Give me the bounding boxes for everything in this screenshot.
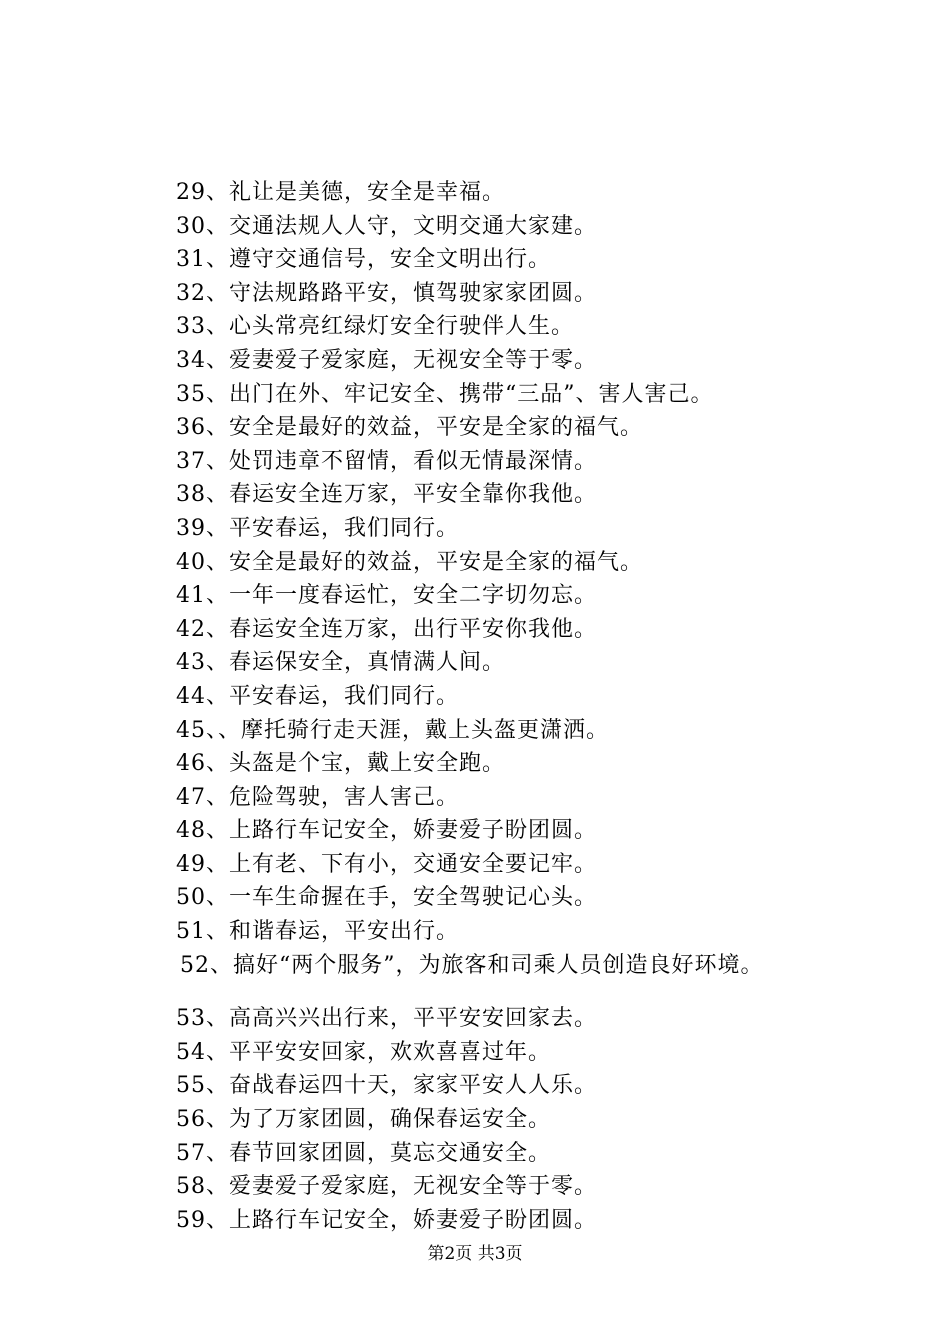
slogan-line: 55、奋战春运四十天，家家平安人人乐。 bbox=[176, 1073, 597, 1099]
slogan-line: 54、平平安安回家，欢欢喜喜过年。 bbox=[176, 1039, 551, 1065]
slogan-line: 37、处罚违章不留情，看似无情最深情。 bbox=[176, 448, 597, 474]
slogan-line: 39、平安春运，我们同行。 bbox=[176, 515, 459, 541]
slogan-line: 50、一车生命握在手，安全驾驶记心头。 bbox=[176, 885, 597, 911]
slogan-line: 38、春运安全连万家，平安全靠你我他。 bbox=[176, 482, 597, 508]
slogan-line: 52、搞好“两个服务”，为旅客和司乘人员创造良好环境。 bbox=[180, 952, 764, 978]
slogan-line: 30、交通法规人人守，文明交通大家建。 bbox=[176, 213, 597, 239]
slogan-list bbox=[176, 176, 764, 1237]
page-number: 第2页 共3页 bbox=[427, 1244, 523, 1264]
slogan-line: 44、平安春运，我们同行。 bbox=[176, 683, 459, 709]
slogan-line: 32、守法规路路平安，慎驾驶家家团圆。 bbox=[176, 280, 597, 306]
slogan-line: 36、安全是最好的效益，平安是全家的福气。 bbox=[176, 415, 643, 441]
slogan-line: 33、心头常亮红绿灯安全行驶伴人生。 bbox=[176, 314, 574, 340]
slogan-line: 35、出门在外、牢记安全、携带“三品”、害人害己。 bbox=[176, 381, 714, 407]
slogan-line: 58、爱妻爱子爱家庭，无视安全等于零。 bbox=[176, 1174, 597, 1200]
slogan-line: 48、上路行车记安全，娇妻爱子盼团圆。 bbox=[176, 818, 597, 844]
slogan-line: 42、春运安全连万家，出行平安你我他。 bbox=[176, 616, 597, 642]
slogan-line: 31、遵守交通信号，安全文明出行。 bbox=[176, 247, 551, 273]
page-footer bbox=[0, 1243, 950, 1265]
slogan-line: 46、头盔是个宝，戴上安全跑。 bbox=[176, 751, 505, 777]
slogan-line: 51、和谐春运，平安出行。 bbox=[176, 919, 459, 945]
slogan-line: 34、爱妻爱子爱家庭，无视安全等于零。 bbox=[176, 347, 597, 373]
slogan-line: 56、为了万家团圆，确保春运安全。 bbox=[176, 1107, 551, 1133]
slogan-line: 59、上路行车记安全，娇妻爱子盼团圆。 bbox=[176, 1207, 597, 1233]
slogan-line: 45、、摩托骑行走天涯，戴上头盔更潇洒。 bbox=[176, 717, 609, 743]
slogan-line: 49、上有老、下有小，交通安全要记牢。 bbox=[176, 851, 597, 877]
slogan-line: 40、安全是最好的效益，平安是全家的福气。 bbox=[176, 549, 643, 575]
slogan-line: 57、春节回家团圆，莫忘交通安全。 bbox=[176, 1140, 551, 1166]
slogan-line: 43、春运保安全，真情满人间。 bbox=[176, 650, 505, 676]
slogan-line: 41、一年一度春运忙，安全二字切勿忘。 bbox=[176, 583, 597, 609]
slogan-line: 47、危险驾驶，害人害己。 bbox=[176, 784, 459, 810]
slogan-line: 53、高高兴兴出行来，平平安安回家去。 bbox=[176, 1006, 597, 1032]
slogan-line: 29、礼让是美德，安全是幸福。 bbox=[176, 180, 505, 205]
